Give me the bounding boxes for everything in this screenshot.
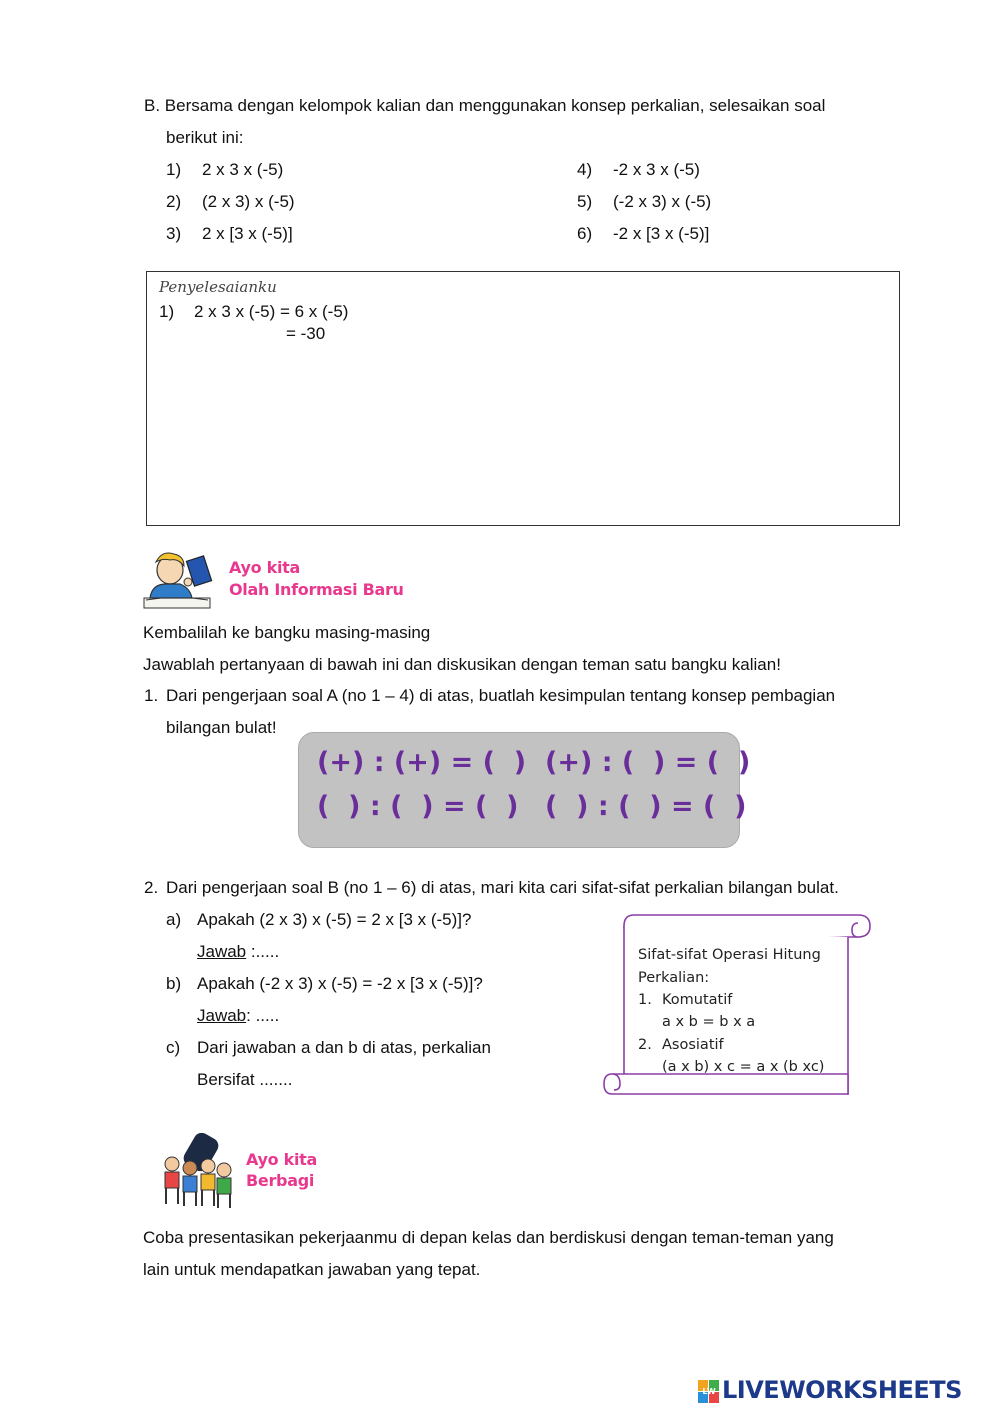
sign-rule-r2c2[interactable]: ( ) : ( ) = ( ) — [545, 791, 747, 822]
q2a-answer[interactable] — [197, 942, 279, 962]
q2b-answer[interactable] — [197, 1006, 279, 1026]
problem-1-expr: 2 x 3 x (-5) — [202, 160, 284, 179]
q2c-text: Dari jawaban a dan b di atas, perkalian — [197, 1038, 491, 1057]
section-b-intro-line2: berikut ini: — [166, 128, 244, 147]
reading-student-illustration — [140, 548, 218, 616]
problem-4-expr: -2 x 3 x (-5) — [613, 160, 700, 179]
scroll-item2-formula: (a x b) x c = a x (b xc) — [662, 1059, 825, 1075]
kids-group-illustration — [158, 1132, 238, 1210]
problem-3-expr: 2 x [3 x (-5)] — [202, 224, 293, 243]
q2c-text2[interactable]: Bersifat ....... — [197, 1070, 293, 1089]
banner2-line1: Ayo kita — [246, 1150, 317, 1169]
q2a-label: a) — [166, 910, 182, 929]
problem-5-expr: (-2 x 3) x (-5) — [613, 192, 712, 211]
answer-line1: 2 x 3 x (-5) = 6 x (-5) — [194, 302, 349, 321]
logo-badge-text: LW — [702, 1387, 716, 1396]
sign-rule-r1c1[interactable]: (+) : (+) = ( ) — [317, 747, 527, 778]
sign-rule-r2c1[interactable]: ( ) : ( ) = ( ) — [317, 791, 519, 822]
closing-line2: lain untuk mendapatkan jawaban yang tepat. — [143, 1260, 481, 1279]
sign-rule-r1c2[interactable]: (+) : ( ) = ( ) — [545, 747, 751, 778]
scroll-line2: Perkalian: — [638, 970, 710, 986]
banner1-line2: Olah Informasi Baru — [229, 580, 404, 599]
scroll-item2: Asosiatif — [662, 1037, 724, 1053]
q2-line: Dari pengerjaan soal B (no 1 – 6) di atas, mari kita cari sifat-sifat perkalian bilangan bulat. — [166, 878, 839, 897]
q1-line1: Dari pengerjaan soal A (no 1 – 4) di atas, buatlah kesimpulan tentang konsep pembagian — [166, 686, 836, 705]
answer-box-title: Penyelesaianku — [159, 278, 277, 296]
q1-line2: bilangan bulat! — [166, 718, 277, 737]
problem-2-num: 2) — [166, 192, 182, 211]
answer-box[interactable] — [146, 271, 900, 526]
answer-line1-num: 1) — [159, 302, 175, 321]
closing-line1: Coba presentasikan pekerjaanmu di depan kelas dan berdiskusi dengan teman-teman yang — [143, 1228, 834, 1247]
q2a-text: Apakah (2 x 3) x (-5) = 2 x [3 x (-5)]? — [197, 910, 472, 929]
banner1-line1: Ayo kita — [229, 558, 300, 577]
q2b-jawab-label: Jawab — [197, 1006, 247, 1025]
problem-1-num: 1) — [166, 160, 182, 179]
q2b-label: b) — [166, 974, 182, 993]
answer-line2: = -30 — [286, 324, 326, 343]
q1-num: 1. — [144, 686, 159, 705]
problem-6-expr: -2 x [3 x (-5)] — [613, 224, 710, 243]
scroll-item1-formula: a x b = b x a — [662, 1014, 756, 1030]
liveworksheets-logo-text[interactable]: LIVEWORKSHEETS — [722, 1376, 962, 1404]
scroll-line1: Sifat-sifat Operasi Hitung — [638, 947, 821, 963]
problem-4-num: 4) — [577, 160, 593, 179]
instruction-line1: Kembalilah ke bangku masing-masing — [143, 623, 431, 642]
problem-3-num: 3) — [166, 224, 182, 243]
section-b-intro-line1: B. Bersama dengan kelompok kalian dan menggunakan konsep perkalian, selesaikan soal — [144, 96, 826, 115]
instruction-line2: Jawablah pertanyaan di bawah ini dan diskusikan dengan teman satu bangku kalian! — [143, 655, 781, 674]
q2c-label: c) — [166, 1038, 181, 1057]
q2a-jawab-label: Jawab — [197, 942, 247, 961]
liveworksheets-logo-icon — [698, 1380, 720, 1404]
sign-rule-panel — [298, 732, 751, 848]
q2a-dots: :..... — [246, 942, 280, 961]
problem-6-num: 6) — [577, 224, 593, 243]
problem-2-expr: (2 x 3) x (-5) — [202, 192, 295, 211]
q2-num: 2. — [144, 878, 159, 897]
q2b-text: Apakah (-2 x 3) x (-5) = -2 x [3 x (-5)]? — [197, 974, 483, 993]
banner2-line2: Berbagi — [246, 1171, 315, 1190]
q2b-dots: : ..... — [246, 1006, 280, 1025]
problem-5-num: 5) — [577, 192, 593, 211]
scroll-item2-num: 2. — [638, 1037, 652, 1053]
scroll-item1-num: 1. — [638, 992, 652, 1008]
properties-scroll — [600, 910, 875, 1100]
scroll-item1: Komutatif — [662, 992, 733, 1008]
